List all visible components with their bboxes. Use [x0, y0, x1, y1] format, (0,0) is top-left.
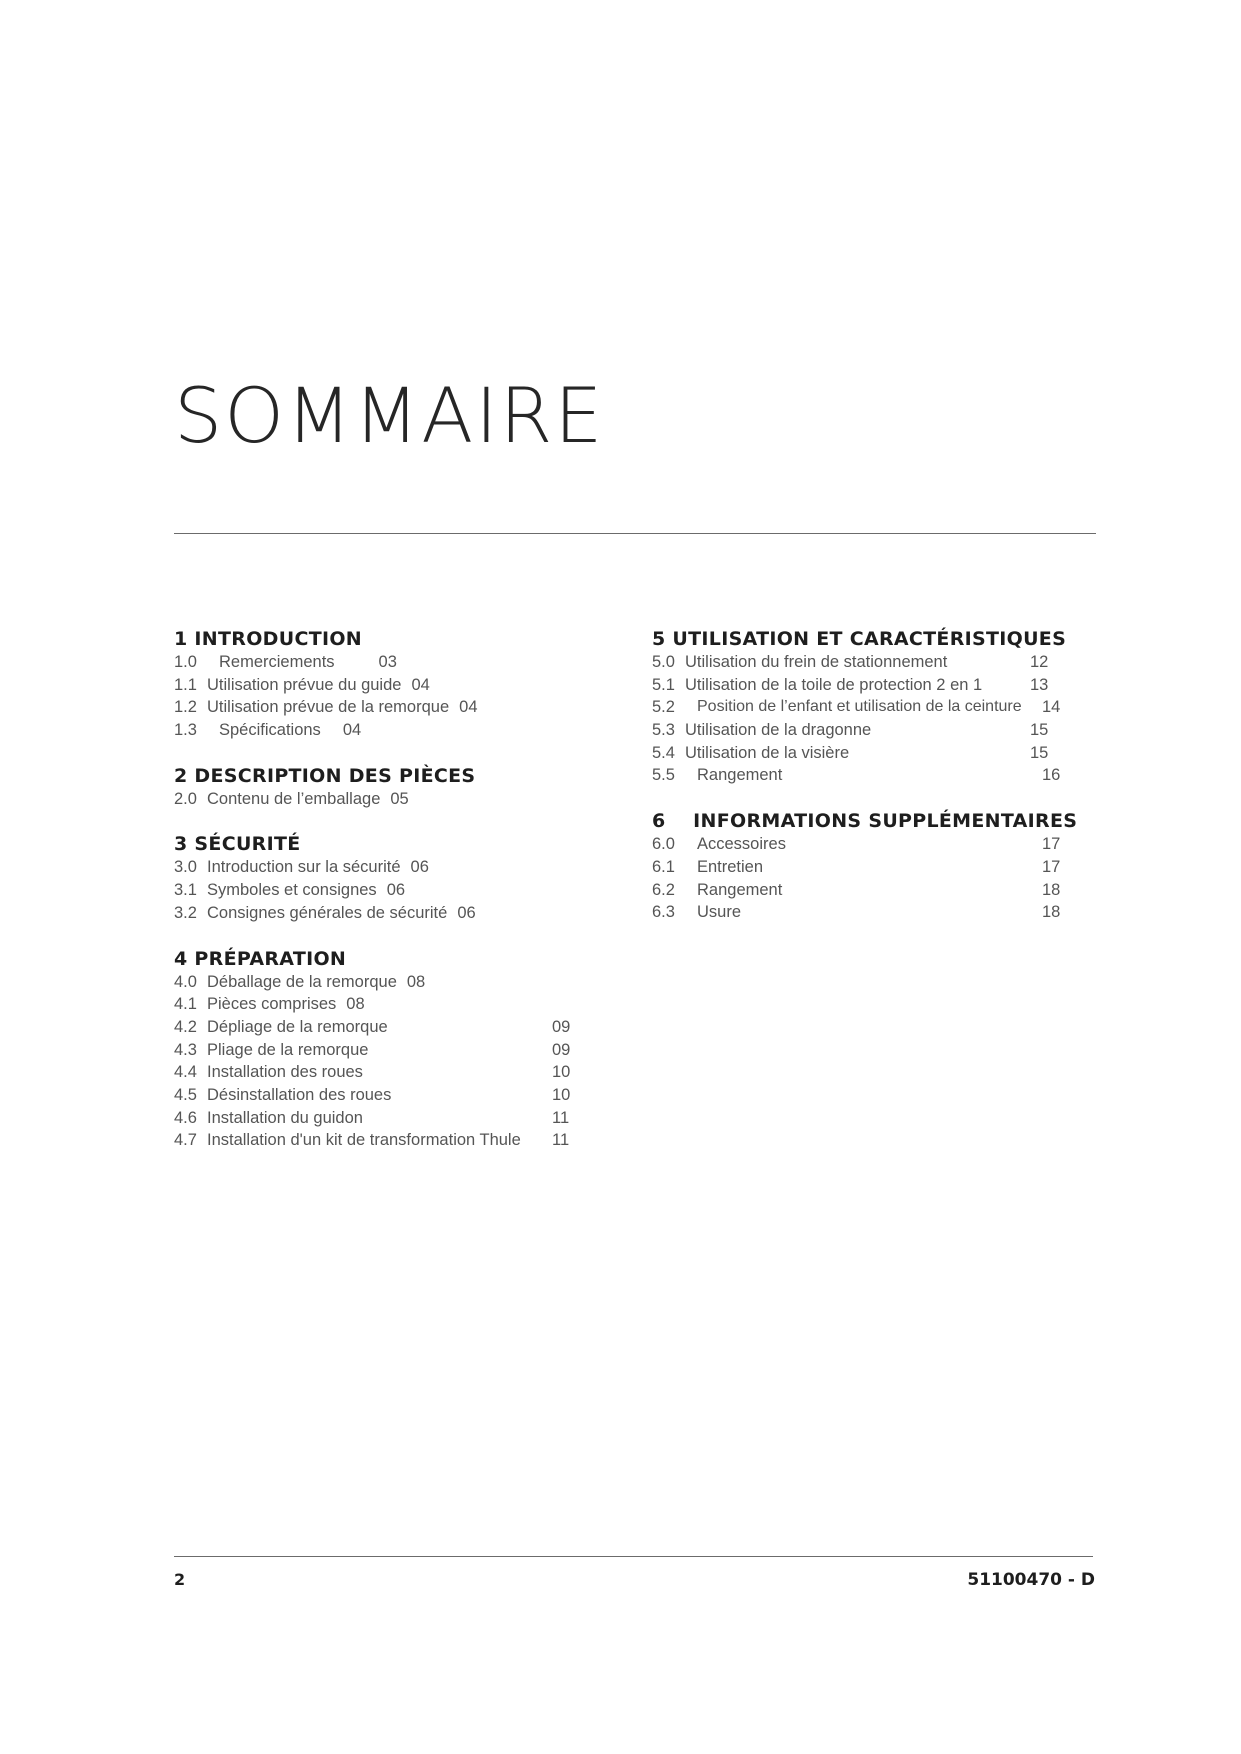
entry-number: 6.1 — [652, 857, 675, 876]
document-reference: 51100470 - D — [967, 1570, 1095, 1590]
entry-page: 09 — [552, 1040, 571, 1059]
toc-entry[interactable] — [174, 856, 594, 879]
entry-number: 6.3 — [652, 903, 675, 922]
entry-number: 5.2 — [652, 698, 675, 717]
entry-page: 18 — [1042, 880, 1061, 899]
entry-number: 1.1 — [174, 675, 197, 694]
entry-page: 06 — [457, 903, 476, 922]
entry-number: 4.5 — [174, 1085, 197, 1104]
toc-entry[interactable] — [174, 1039, 594, 1062]
toc-entry[interactable] — [652, 674, 1072, 697]
toc-entry[interactable] — [174, 993, 594, 1016]
entry-label: Installation du guidon — [207, 1108, 363, 1127]
entry-label: Utilisation de la visière — [685, 743, 850, 762]
toc-entry[interactable] — [652, 719, 1072, 742]
entry-label: Usure — [697, 903, 742, 922]
entry-number: 5.1 — [652, 675, 675, 694]
toc-right-column — [652, 628, 1078, 947]
entry-label: Symboles et consignes 06 — [207, 879, 405, 902]
entry-label: Accessoires — [697, 835, 786, 854]
section-heading[interactable]: 5 UTILISATION ET CARACTÉRISTIQUES — [652, 628, 1067, 650]
toc-entry[interactable] — [174, 1129, 594, 1152]
toc-entry[interactable] — [174, 696, 594, 719]
entry-number: 4.2 — [174, 1017, 197, 1036]
toc-entry[interactable] — [174, 902, 594, 925]
toc-entry[interactable] — [174, 971, 594, 994]
toc-entry[interactable] — [652, 856, 1072, 879]
toc-entry[interactable] — [652, 651, 1072, 674]
entry-number: 1.0 — [174, 653, 197, 671]
entry-label: Utilisation de la dragonne — [685, 721, 872, 740]
section-heading[interactable]: 2 DESCRIPTION DES PIÈCES — [174, 764, 476, 787]
page-title: SOMMAIRE — [174, 371, 605, 460]
entry-label: Position de l’enfant et utilisation de la ceinture — [697, 698, 1022, 716]
entry-label: Pièces comprises 08 — [207, 993, 365, 1016]
toc-entry[interactable] — [174, 1107, 594, 1130]
toc-entry[interactable] — [174, 719, 594, 742]
entry-label: Introduction sur la sécurité 06 — [207, 856, 429, 879]
toc-entry[interactable] — [652, 764, 1072, 787]
entry-page: 06 — [410, 858, 429, 877]
entry-label: Déballage de la remorque 08 — [207, 971, 425, 994]
entry-page: 04 — [342, 721, 362, 740]
entry-page: 04 — [411, 675, 430, 694]
toc-section-informations — [652, 810, 1078, 924]
toc-entry[interactable] — [174, 674, 594, 697]
entry-page: 11 — [552, 1108, 570, 1127]
entry-label: Consignes générales de sécurité 06 — [207, 902, 476, 925]
toc-entry[interactable] — [174, 879, 594, 902]
toc-entry[interactable] — [174, 788, 594, 811]
entry-page: 03 — [378, 653, 397, 671]
entry-page: 06 — [386, 881, 406, 900]
entry-page: 13 — [1030, 675, 1049, 694]
entry-page: 05 — [390, 789, 409, 808]
entry-label: Spécifications 04 — [219, 719, 361, 742]
title-divider — [174, 533, 1096, 534]
toc-section-utilisation — [652, 628, 1072, 787]
toc-entry[interactable] — [652, 833, 1072, 856]
entry-number: 5.5 — [652, 766, 675, 785]
entry-page: 10 — [552, 1063, 571, 1082]
entry-page: 11 — [552, 1131, 570, 1150]
entry-label: Rangement — [697, 880, 783, 899]
toc-section-securite — [174, 833, 594, 924]
entry-number: 4.0 — [174, 972, 197, 991]
entry-number: 1.3 — [174, 721, 197, 740]
section-heading[interactable]: 3 SÉCURITÉ — [174, 833, 301, 856]
section-heading[interactable]: 6 INFORMATIONS SUPPLÉMENTAIRES — [652, 810, 1078, 833]
entry-page: 04 — [459, 698, 478, 717]
entry-page: 18 — [1042, 903, 1061, 922]
toc-entry[interactable] — [174, 1061, 594, 1084]
entry-number: 6.0 — [652, 835, 675, 854]
page-number: 2 — [174, 1570, 186, 1589]
entry-label: Pliage de la remorque — [207, 1040, 369, 1059]
entry-label: Utilisation de la toile de protection 2 en 1 — [685, 675, 983, 694]
entry-number: 1.2 — [174, 698, 197, 717]
entry-page: 15 — [1030, 721, 1049, 740]
toc-section-introduction — [174, 628, 594, 742]
toc-entry[interactable] — [652, 696, 1072, 719]
entry-page: 09 — [552, 1017, 571, 1036]
entry-page: 14 — [1042, 698, 1061, 717]
entry-label: Installation des roues — [207, 1063, 363, 1082]
toc-section-preparation — [174, 948, 594, 1153]
entry-label: Rangement — [697, 766, 783, 785]
section-heading[interactable]: 4 PRÉPARATION — [174, 947, 347, 970]
entry-number: 5.0 — [652, 653, 675, 671]
entry-page: 08 — [406, 972, 426, 991]
toc-entry[interactable] — [652, 879, 1072, 902]
entry-label: Entretien — [697, 857, 764, 876]
entry-number: 2.0 — [174, 789, 197, 808]
toc-section-description — [174, 765, 594, 811]
entry-label: Installation d'un kit de transformation Thule — [207, 1131, 521, 1150]
entry-number: 3.0 — [174, 858, 197, 877]
toc-entry[interactable] — [174, 1084, 594, 1107]
entry-page: 17 — [1042, 857, 1061, 876]
section-heading[interactable]: 1 INTRODUCTION — [174, 628, 362, 650]
toc-entry[interactable] — [174, 651, 594, 674]
entry-page: 17 — [1042, 835, 1061, 854]
entry-number: 4.6 — [174, 1108, 197, 1127]
entry-page: 10 — [552, 1085, 571, 1104]
entry-number: 6.2 — [652, 880, 675, 899]
toc-entry[interactable] — [652, 901, 1072, 924]
entry-label: Utilisation prévue du guide 04 — [207, 674, 430, 697]
entry-number: 4.4 — [174, 1063, 197, 1082]
entry-label: Désinstallation des roues — [207, 1085, 392, 1104]
entry-label: Utilisation du frein de stationnement — [685, 653, 948, 671]
entry-label: Dépliage de la remorque — [207, 1017, 388, 1036]
entry-label: Contenu de l’emballage 05 — [207, 788, 409, 811]
entry-number: 4.3 — [174, 1040, 197, 1059]
entry-number: 4.1 — [174, 995, 197, 1014]
entry-number: 4.7 — [174, 1131, 197, 1150]
entry-page: 15 — [1030, 743, 1049, 762]
toc-entry[interactable] — [652, 742, 1072, 765]
toc-entry[interactable] — [174, 1016, 594, 1039]
entry-number: 3.2 — [174, 903, 197, 922]
entry-page: 12 — [1030, 653, 1049, 671]
entry-page: 08 — [346, 995, 365, 1014]
footer-divider — [174, 1556, 1093, 1557]
entry-label: Remerciements 03 — [219, 651, 397, 674]
toc-left-column — [174, 628, 594, 1175]
entry-number: 3.1 — [174, 881, 197, 900]
entry-number: 5.4 — [652, 743, 675, 762]
entry-page: 16 — [1042, 766, 1061, 785]
entry-number: 5.3 — [652, 721, 675, 740]
entry-label: Utilisation prévue de la remorque 04 — [207, 696, 478, 719]
